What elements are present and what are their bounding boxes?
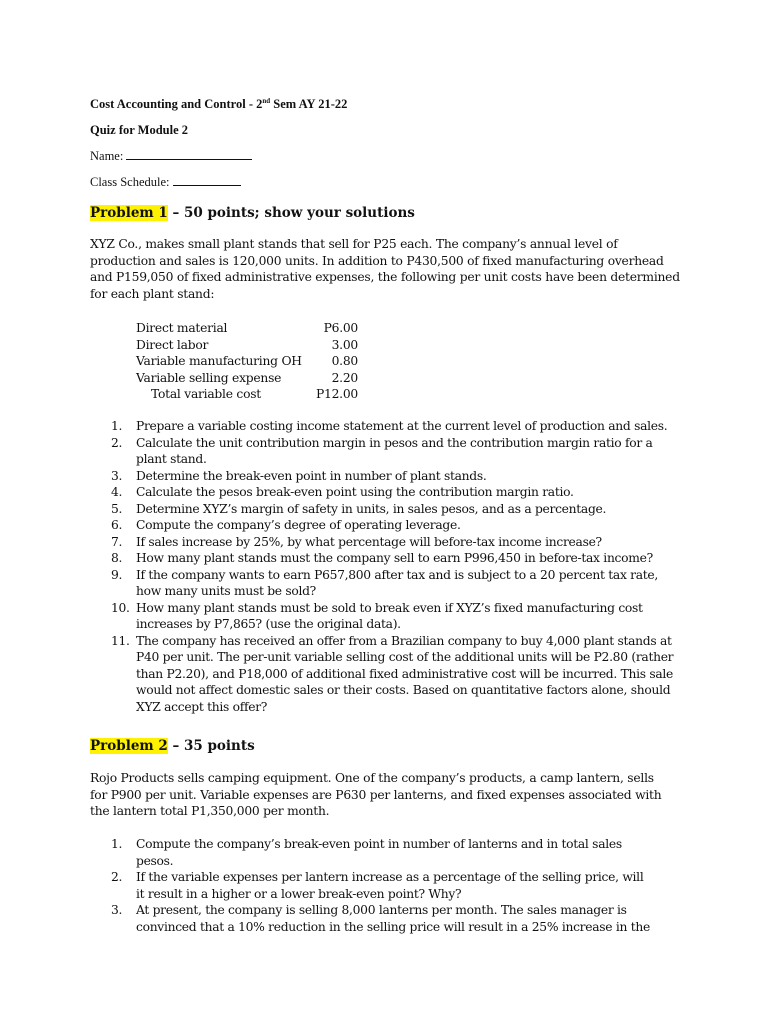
problem-2-heading [90,737,255,755]
class-schedule-blank-line [173,174,241,186]
list-item: 9. If the company wants to earn P657,800 after tax and is subject to a 20 percent tax rate, how many units must be sold? [111,567,659,598]
list-item: 6. Compute the company’s degree of operating leverage. [111,518,461,532]
problem-1-points: – 50 points; show your solutions [167,205,415,221]
list-item: 11. The company has received an offer from a Brazilian company to buy 4,000 plant stands at P40 per unit. The per-unit variable selling cost of the additional units will be P2.80 (rather than P2.20), and P18,000 of additional fixed administrative cost will be incurred. This sale would not affect domestic sales or their costs. Based on quantitative factors alone, should XYZ accept this offer? [111,633,674,714]
list-item: 4. Calculate the pesos break-even point using the contribution margin ratio. [111,485,574,499]
course-title: Cost Accounting and Control - 2nd Sem AY 21-22 [90,96,348,111]
list-item: 1. Compute the company’s break-even point in number of lanterns and in total sales pesos. [111,837,622,868]
name-label: Name: [90,149,127,163]
list-item: 8. How many plant stands must the company sell to earn P996,450 in before-tax income? [111,551,653,565]
class-schedule-label: Class Schedule: [90,175,173,189]
problem-1-intro: XYZ Co., makes small plant stands that sell for P25 each. The company’s annual level of production and sales is 120,000 units. In addition to P430,500 of fixed manufacturing overhead and P159,050 of fixed administrative expenses, the following per unit costs have been determined for each plant stand: [90,237,680,301]
list-item: 1. Prepare a variable costing income statement at the current level of production and sales. [111,419,668,433]
list-item: 7. If sales increase by 25%, by what percentage will before-tax income increase? [111,534,602,549]
problem-2-points: – 35 points [167,738,255,754]
quiz-title: Quiz for Module 2 [90,123,189,137]
list-item: 2. Calculate the unit contribution margin in pesos and the contribution margin ratio for a plant stand. [111,435,653,466]
problem-2-questions [90,836,650,935]
problem-2-label: Problem 2 [90,738,168,754]
name-field [90,148,252,164]
list-item: 3. Determine the break-even point in number of plant stands. [111,468,487,483]
problem-1-questions [90,418,686,715]
list-item: 5. Determine XYZ’s margin of safety in units, in sales pesos, and as a percentage. [111,501,607,516]
list-item: 2. If the variable expenses per lantern increase as a percentage of the selling price, will it result in a higher or a lower break-even point? Why? [111,870,644,901]
class-schedule-field [90,174,241,190]
problem-2-intro: Rojo Products sells camping equipment. One of the company’s products, a camp lantern, sells for P900 per unit. Variable expenses are P630 per lanterns, and fixed expenses associated with the lantern total P1,350,000 per month. [90,771,662,818]
list-item: 10. How many plant stands must be sold to break even if XYZ’s fixed manufacturing cost increases by P7,865? (use the original data). [111,600,643,631]
problem-1-label: Problem 1 [90,205,168,221]
list-item: 3. At present, the company is selling 8,000 lanterns per month. The sales manager is convinced that a 10% reduction in the selling price will result in a 25% increase in the [111,903,650,934]
problem-1-heading [90,204,415,222]
name-blank-line [126,148,252,160]
